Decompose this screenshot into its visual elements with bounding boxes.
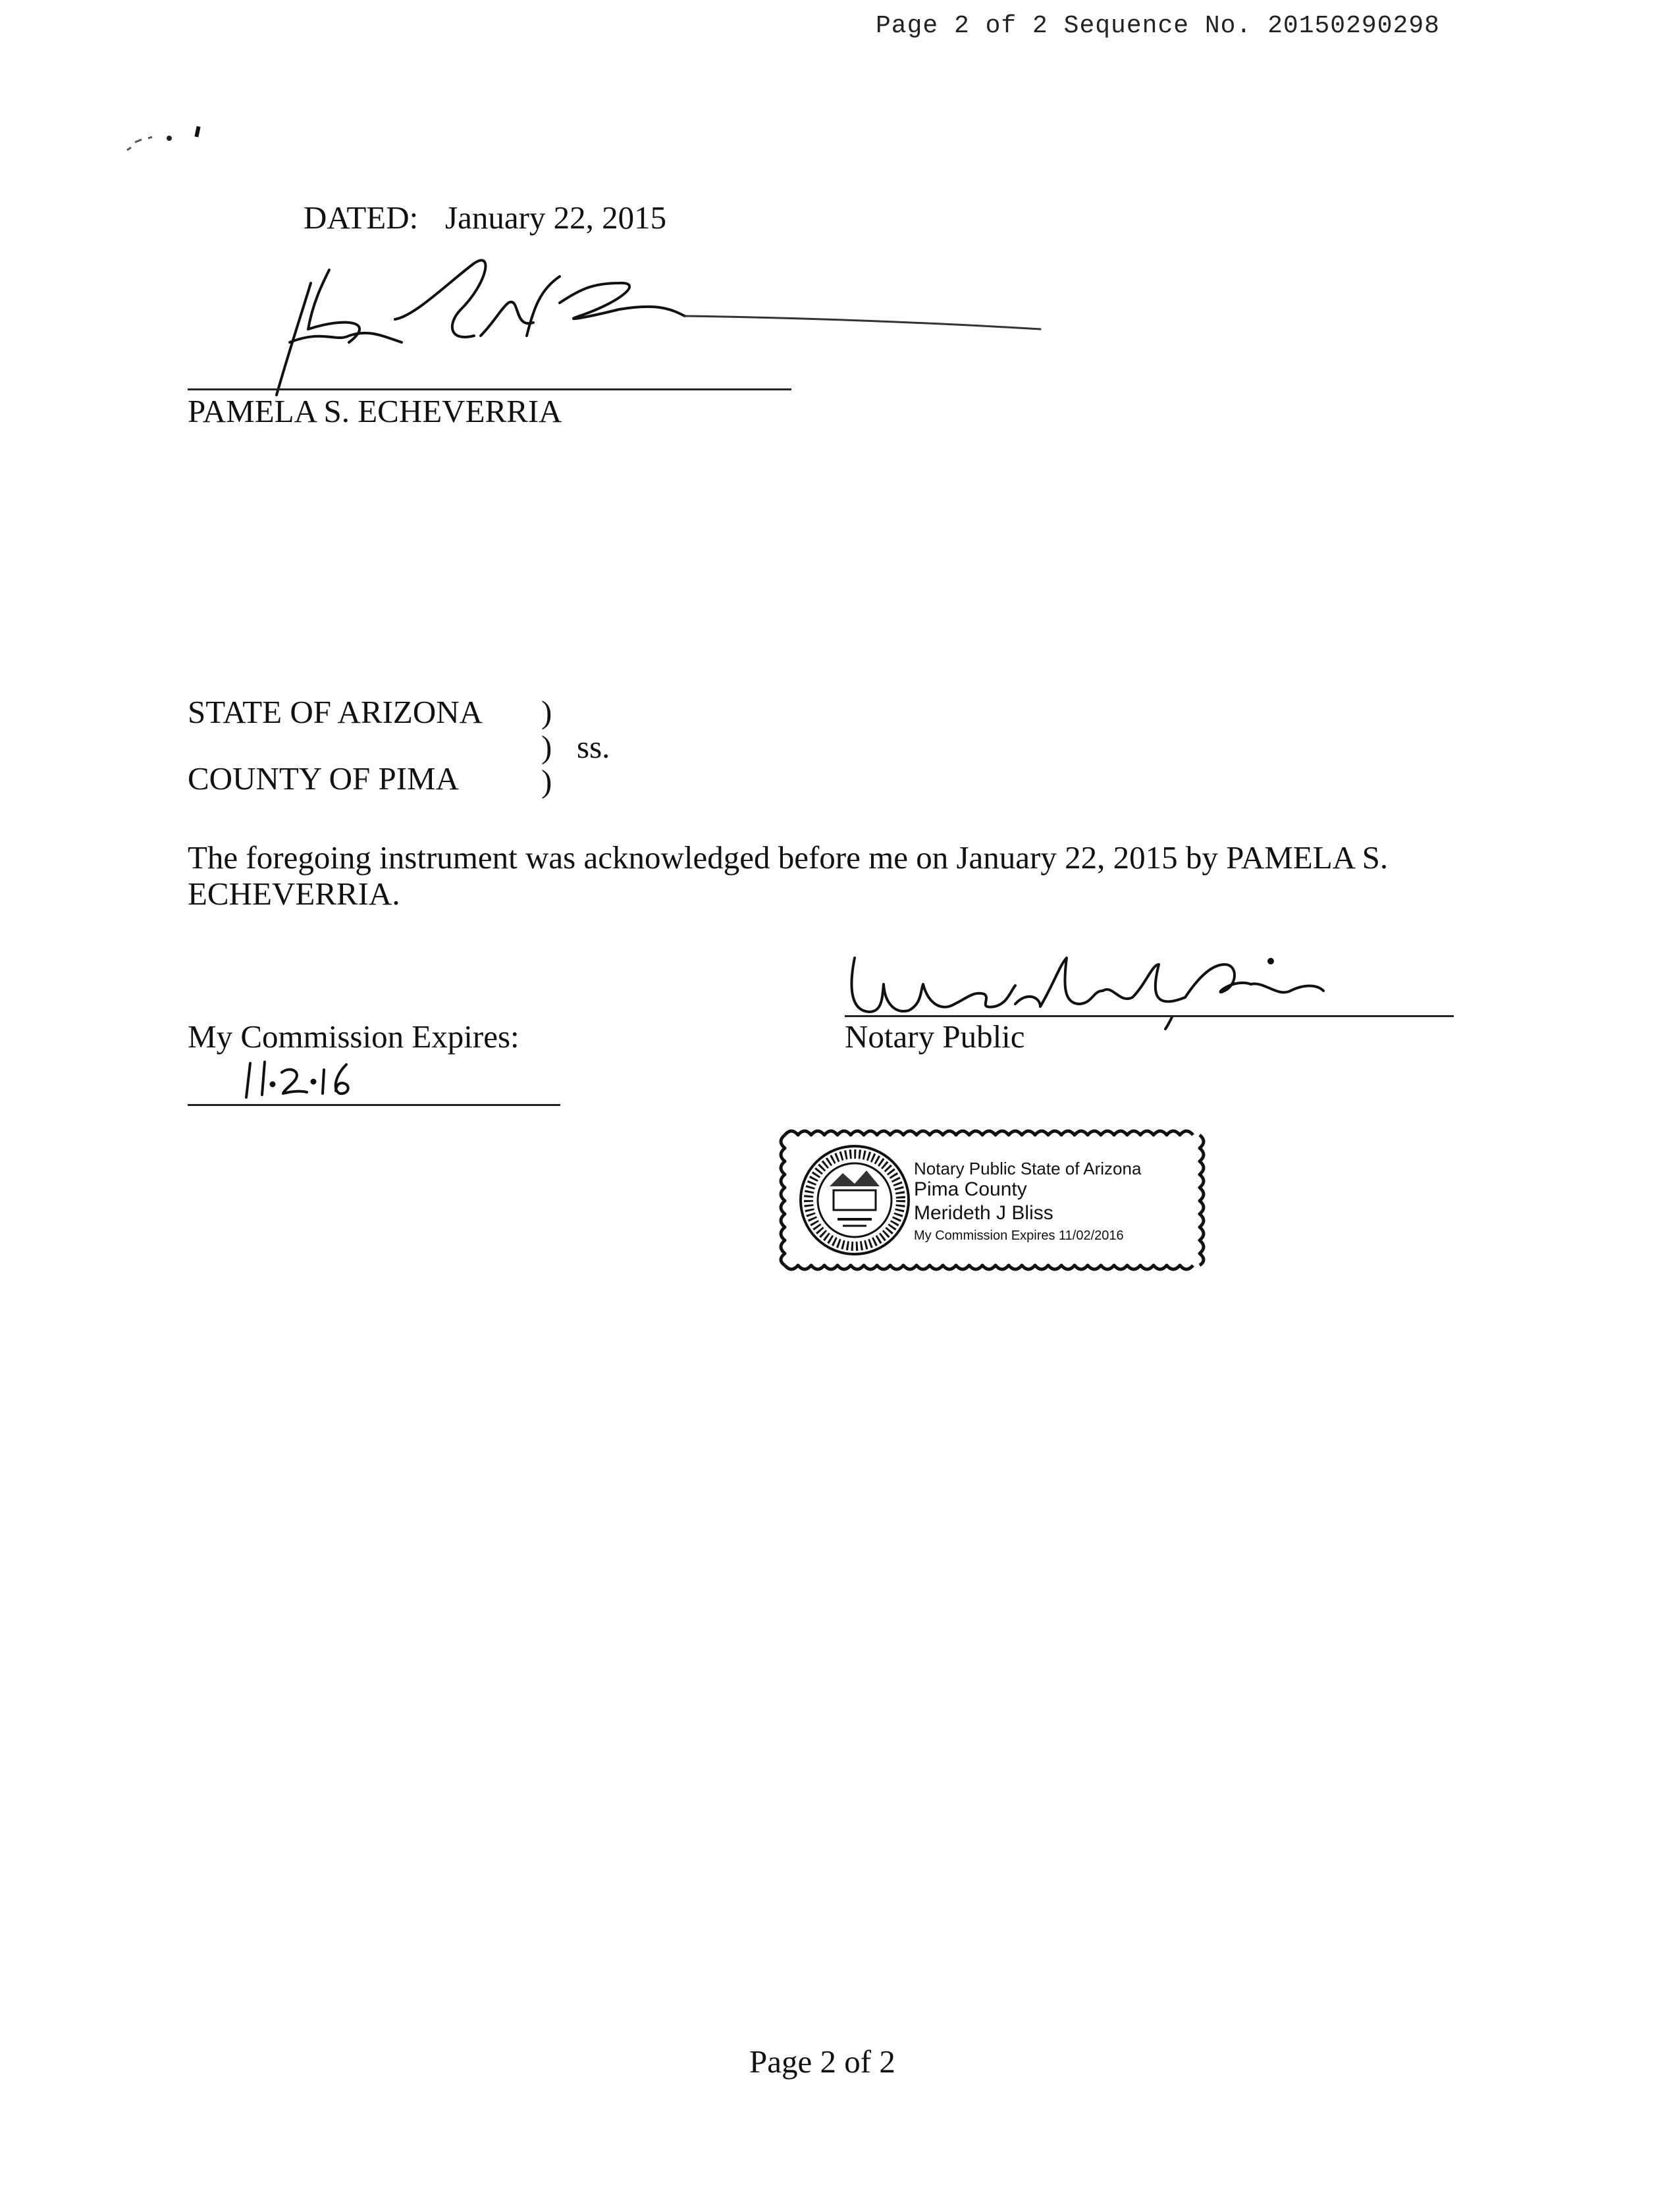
stamp-line-county: Pima County (914, 1178, 1027, 1200)
venue-paren-3: ) (541, 763, 552, 799)
signer-signature-line (188, 388, 791, 390)
stamp-line-title: Notary Public State of Arizona (914, 1159, 1142, 1178)
dated-date: January 22, 2015 (445, 199, 667, 236)
page-footer: Page 2 of 2 (749, 2043, 895, 2080)
notary-label: Notary Public (845, 1018, 1025, 1055)
signer-signature (250, 244, 1067, 402)
arizona-seal-icon (801, 1146, 909, 1254)
scan-speck-marks (122, 118, 214, 158)
commission-date-line (188, 1104, 560, 1106)
commission-handwritten-date (244, 1057, 402, 1103)
commission-label: My Commission Expires: (188, 1018, 519, 1055)
dated-label: DATED: (304, 199, 419, 236)
venue-paren-1: ) (541, 694, 552, 730)
notary-signature-line (845, 1015, 1454, 1017)
venue-paren-2: ) (541, 729, 552, 765)
stamp-line-expires: My Commission Expires 11/02/2016 (914, 1228, 1124, 1243)
acknowledgment-text: The foregoing instrument was acknowledged before me on January 22, 2015 by PAMELA S. ECHEVERRIA. (188, 839, 1389, 912)
venue-state: STATE OF ARIZONA (188, 694, 483, 730)
signer-name: PAMELA S. ECHEVERRIA (188, 393, 562, 429)
venue-ss: ss. (577, 729, 610, 765)
stamp-line-notary-name: Merideth J Bliss (914, 1202, 1053, 1224)
venue-county: COUNTY OF PIMA (188, 760, 460, 797)
sequence-header: Page 2 of 2 Sequence No. 20150290298 (876, 12, 1440, 40)
